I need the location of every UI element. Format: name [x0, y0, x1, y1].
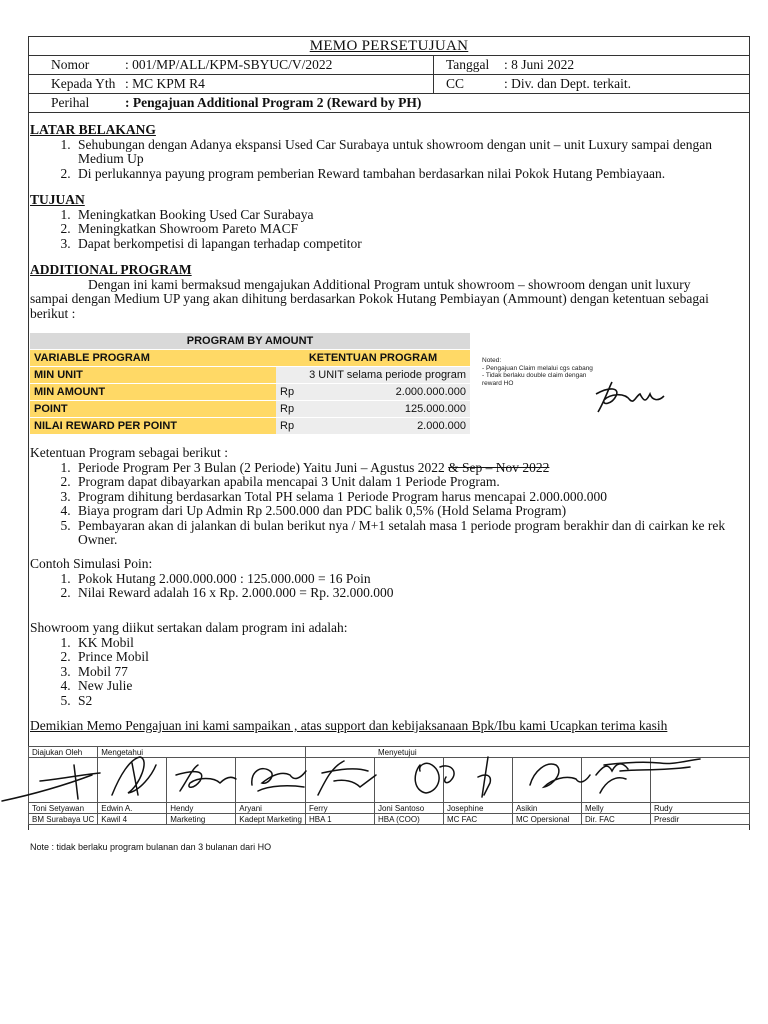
signer-role: Marketing [167, 814, 236, 825]
list-item: 3. Program dihitung berdasarkan Total PH selama 1 Periode Program harus mencapai 2.000.000.000 [74, 490, 742, 505]
list-item: 1. KK Mobil [74, 636, 742, 651]
program-row-value: 2.000.000.000 [302, 384, 470, 401]
tujuan-title: TUJUAN [30, 192, 85, 207]
list-item: 5. Pembayaran akan di jalankan di bulan berikut nya / M+1 setalah masa 1 periode program berakhir dan di cairkan ke rek Owner. [74, 519, 742, 548]
ketentuan-list [30, 461, 742, 548]
section-additional-program [30, 263, 742, 321]
section-ketentuan [30, 446, 742, 548]
latar-list [30, 138, 742, 182]
table-row [30, 367, 470, 384]
menyetujui-label: Menyetujui [305, 747, 749, 758]
perihal-label: Perihal [51, 95, 90, 110]
ketentuan-item-1-struck: & Sep – Nov 2022 [448, 459, 550, 475]
list-item: 2. Prince Mobil [74, 650, 742, 665]
section-showroom [30, 621, 742, 708]
footnote: Note : tidak berlaku program bulanan dan 3 bulanan dari HO [30, 842, 272, 852]
tujuan-list [30, 208, 742, 252]
closing-text: Demikian Memo Pengajuan ini kami sampaikan , atas support dan kebijaksanaan Bpk/Ibu kami Ucapkan terima kasih [30, 718, 668, 733]
signer-name: Edwin A. [98, 803, 167, 814]
simulasi-list [30, 572, 742, 601]
additional-title: ADDITIONAL PROGRAM [30, 262, 192, 277]
signer-name: Joni Santoso [374, 803, 443, 814]
noted-line-1: - Pengajuan Claim melalui cgs cabang [482, 364, 593, 372]
perihal-value: : Pengajuan Additional Program 2 (Reward by PH) [125, 95, 422, 110]
signer-role: Kawil 4 [98, 814, 167, 825]
signer-role: BM Surabaya UC [29, 814, 98, 825]
list-item: 2. Nilai Reward adalah 16 x Rp. 2.000.000 = Rp. 32.000.000 [74, 586, 742, 601]
list-item: 3. Dapat berkompetisi di lapangan terhadap competitor [74, 237, 742, 252]
ketentuan-item-1-text: Periode Program Per 3 Bulan (2 Periode) Yaitu Juni – Agustus 2022 [78, 459, 449, 475]
tanggal-label: Tanggal [446, 57, 490, 72]
program-table-header: PROGRAM BY AMOUNT [30, 333, 470, 350]
ketentuan-title: Ketentuan Program sebagai berikut : [30, 445, 228, 460]
list-item: 5. S2 [74, 694, 742, 709]
section-tujuan [30, 193, 742, 251]
list-item: 2. Program dapat dibayarkan apabila mencapai 3 Unit dalam 1 Periode Program. [74, 475, 742, 490]
program-row-prefix: Rp [276, 418, 302, 435]
simulasi-title: Contoh Simulasi Poin: [30, 556, 153, 571]
program-row-prefix: Rp [276, 384, 302, 401]
table-row [30, 418, 470, 435]
cc-label: CC [446, 76, 465, 91]
cc-value: : Div. dan Dept. terkait. [504, 76, 631, 91]
program-row-label: NILAI REWARD PER POINT [30, 418, 276, 435]
signer-name: Rudy [650, 803, 749, 814]
section-simulasi [30, 557, 742, 601]
signer-name: Hendy [167, 803, 236, 814]
program-row-value: 3 UNIT selama periode program [302, 367, 470, 384]
signer-name: Aryani [236, 803, 306, 814]
kepada-value: : MC KPM R4 [125, 76, 205, 91]
list-item: 2. Di perlukannya payung program pemberian Reward tambahan berdasarkan nilai Pokok Hutang Pembiayaan. [74, 167, 742, 182]
list-item: 3. Mobil 77 [74, 665, 742, 680]
signature-names-row [29, 803, 750, 814]
list-item: 1. Pokok Hutang 2.000.000.000 : 125.000.000 = 16 Poin [74, 572, 742, 587]
showroom-title: Showroom yang diikut sertakan dalam program ini adalah: [30, 620, 348, 635]
program-row-prefix: Rp [276, 401, 302, 418]
program-row-label: POINT [30, 401, 276, 418]
list-item: 4. New Julie [74, 679, 742, 694]
list-item: 2. Meningkatkan Showroom Pareto MACF [74, 222, 742, 237]
signer-role: Kadept Marketing [236, 814, 306, 825]
nomor-label: Nomor [51, 57, 90, 72]
memo-header-table [28, 36, 750, 113]
signer-role: Dir. FAC [581, 814, 650, 825]
program-row-prefix [276, 367, 302, 384]
program-col-variable: VARIABLE PROGRAM [30, 350, 276, 367]
memo-title: MEMO PERSETUJUAN [29, 37, 750, 56]
signer-role: HBA 1 [305, 814, 374, 825]
additional-paragraph-rest: sampai dengan Medium UP yang akan dihitung berdasarkan Pokok Hutang Pembiayan (Ammount) dengan ketentuan sebagai berikut : [30, 291, 709, 321]
program-row-value: 2.000.000 [302, 418, 470, 435]
list-item [74, 461, 742, 476]
signer-role: MC Opersional [512, 814, 581, 825]
noted-title: Noted: [482, 357, 502, 364]
program-col-ketentuan: KETENTUAN PROGRAM [276, 350, 470, 367]
tanggal-value: : 8 Juni 2022 [504, 57, 575, 72]
signature-table [28, 746, 750, 825]
signer-name: Ferry [305, 803, 374, 814]
signer-role: Presdir [650, 814, 749, 825]
signer-name: Josephine [443, 803, 512, 814]
table-row [30, 401, 470, 418]
program-by-amount-table [30, 333, 470, 435]
signer-name: Asikin [512, 803, 581, 814]
program-row-label: MIN AMOUNT [30, 384, 276, 401]
mengetahui-label: Mengetahui [98, 747, 306, 758]
table-row [30, 384, 470, 401]
signer-role: HBA (COO) [374, 814, 443, 825]
list-item: 1. Meningkatkan Booking Used Car Surabaya [74, 208, 742, 223]
latar-title: LATAR BELAKANG [30, 122, 156, 137]
additional-paragraph-first: Dengan ini kami bermaksud mengajukan Additional Program untuk showroom – showroom dengan unit luxury [88, 276, 691, 292]
list-item: 4. Biaya program dari Up Admin Rp 2.500.000 dan PDC balik 0,5% (Hold Selama Program) [74, 504, 742, 519]
program-row-label: MIN UNIT [30, 367, 276, 384]
section-latar-belakang [30, 123, 742, 181]
signer-name: Toni Setyawan [29, 803, 98, 814]
kepada-label: Kepada Yth [51, 76, 116, 91]
signer-role: MC FAC [443, 814, 512, 825]
nomor-value: : 001/MP/ALL/KPM-SBYUC/V/2022 [125, 57, 333, 72]
noted-line-2: - Tidak berlaku double claim dengan reward HO [482, 372, 587, 387]
list-item: 1. Sehubungan dengan Adanya ekspansi Used Car Surabaya untuk showroom dengan unit – unit Luxury sampai dengan Medium Up [74, 138, 742, 167]
program-row-value: 125.000.000 [302, 401, 470, 418]
signature-roles-row [29, 814, 750, 825]
signer-name: Melly [581, 803, 650, 814]
diajukan-label: Diajukan Oleh [29, 747, 98, 758]
showroom-list [30, 636, 742, 709]
noted-box [482, 357, 602, 387]
noted-signature [590, 372, 670, 420]
